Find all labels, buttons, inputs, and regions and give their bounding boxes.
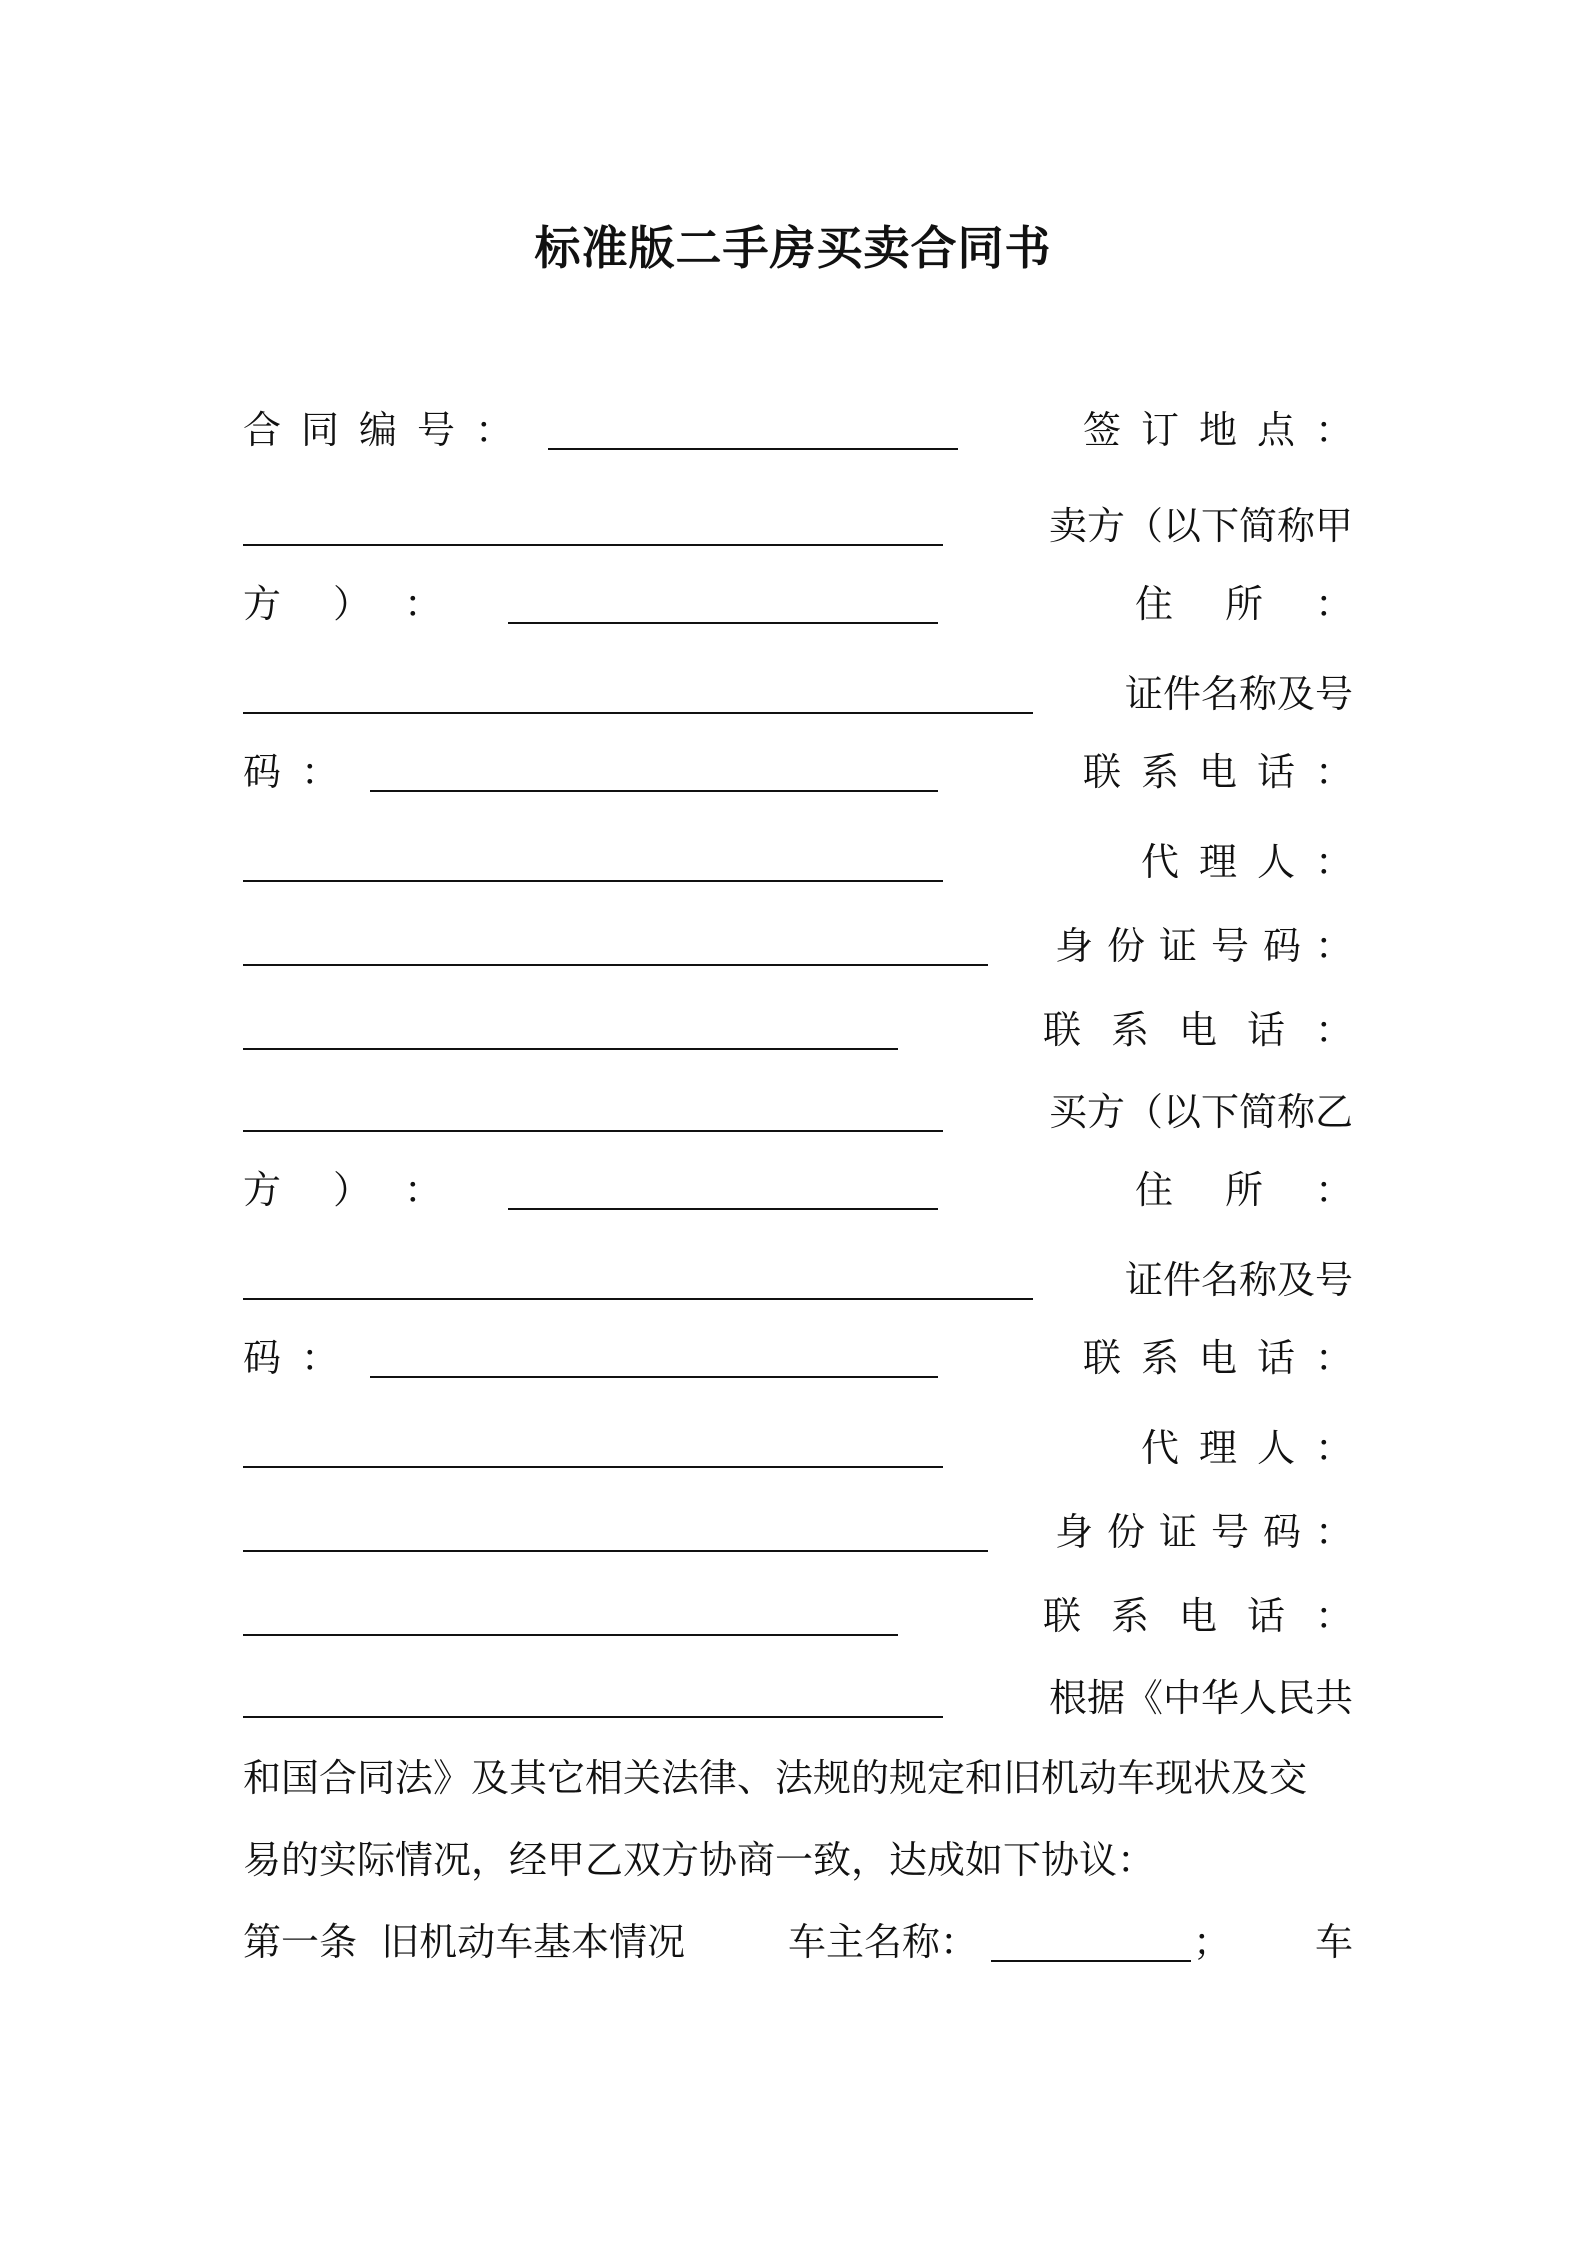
buyer-phone-label: 联系电话：: [1082, 1336, 1373, 1380]
line-seller: [243, 498, 1353, 554]
line-seller-cont: [243, 576, 1405, 632]
document-title: 标准版二手房买卖合同书: [534, 221, 1052, 275]
seller-agent-phone-blank[interactable]: [243, 1084, 943, 1132]
seller-label: 卖方（以下简称甲: [1048, 504, 1353, 548]
buyer-agent-phone-blank[interactable]: [243, 1670, 943, 1718]
buyer-agent-id-label: 身份证号码：: [1054, 1510, 1367, 1554]
buyer-label-cont: 方）：: [243, 1168, 495, 1212]
line-seller-agent-id: [243, 918, 1367, 974]
line-buyer-agent: [243, 1420, 1373, 1476]
seller-phone-blank[interactable]: [243, 834, 943, 882]
buyer-residence-label: 住所：: [1134, 1168, 1405, 1212]
seller-phone-label: 联系电话：: [1082, 750, 1373, 794]
preamble-start: 根据《中华人民共: [1048, 1676, 1353, 1720]
next-char: 车: [1314, 1920, 1353, 1964]
line-seller-phone: [243, 744, 1373, 800]
owner-name-end: ；: [1193, 1920, 1232, 1964]
preamble-line-2: 和国合同法》及其它相关法律、法规的规定和旧机动车现状及交: [243, 1756, 1308, 1800]
buyer-id-name-label: 证件名称及号: [1124, 1258, 1353, 1302]
line-contract-no: [243, 402, 1373, 458]
buyer-label: 买方（以下简称乙: [1048, 1090, 1353, 1134]
article-1-heading: 第一条 旧机动车基本情况: [243, 1920, 686, 1964]
buyer-agent-phone-label: 联系电话：: [1042, 1594, 1383, 1638]
buyer-name-blank[interactable]: [508, 1162, 938, 1210]
line-buyer: [243, 1084, 1353, 1140]
buyer-id-number-blank[interactable]: [370, 1330, 938, 1378]
seller-id-number-blank[interactable]: [370, 744, 938, 792]
seller-agent-id-label: 身份证号码：: [1054, 924, 1367, 968]
seller-id-name-label: 证件名称及号: [1124, 672, 1353, 716]
contract-no-label: 合同编号：: [243, 408, 534, 452]
seller-agent-id-blank[interactable]: [243, 1002, 898, 1050]
seller-residence-blank[interactable]: [243, 666, 1033, 714]
line-seller-id-name: [243, 666, 1353, 722]
seller-residence-label: 住所：: [1134, 582, 1405, 626]
line-preamble-start: [243, 1670, 1353, 1726]
preamble-line-3: 易的实际情况，经甲乙双方协商一致，达成如下协议：: [243, 1838, 1156, 1882]
seller-agent-blank[interactable]: [243, 918, 988, 966]
seller-agent-phone-label: 联系电话：: [1042, 1008, 1383, 1052]
seller-agent-label: 代理人：: [1140, 840, 1373, 884]
owner-name-label: 车主名称：: [788, 1920, 979, 1964]
contract-no-blank[interactable]: [548, 402, 958, 450]
line-buyer-cont: [243, 1162, 1405, 1218]
seller-name-blank[interactable]: [508, 576, 938, 624]
seller-label-cont: 方）：: [243, 582, 495, 626]
line-buyer-agent-phone: [243, 1588, 1383, 1644]
seller-id-name-cont: 码：: [243, 750, 360, 794]
line-buyer-id-name: [243, 1252, 1353, 1308]
owner-name-blank[interactable]: [991, 1914, 1191, 1962]
buyer-agent-label: 代理人：: [1140, 1426, 1373, 1470]
buyer-id-name-cont: 码：: [243, 1336, 360, 1380]
sign-place-blank[interactable]: [243, 498, 943, 546]
line-buyer-agent-id: [243, 1504, 1367, 1560]
sign-place-label: 签订地点：: [1082, 408, 1373, 452]
buyer-residence-blank[interactable]: [243, 1252, 1033, 1300]
line-seller-agent: [243, 834, 1373, 890]
line-seller-agent-phone: [243, 1002, 1383, 1058]
line-buyer-phone: [243, 1330, 1373, 1386]
line-article-1: [243, 1914, 1353, 1970]
buyer-agent-id-blank[interactable]: [243, 1588, 898, 1636]
buyer-phone-blank[interactable]: [243, 1420, 943, 1468]
buyer-agent-blank[interactable]: [243, 1504, 988, 1552]
